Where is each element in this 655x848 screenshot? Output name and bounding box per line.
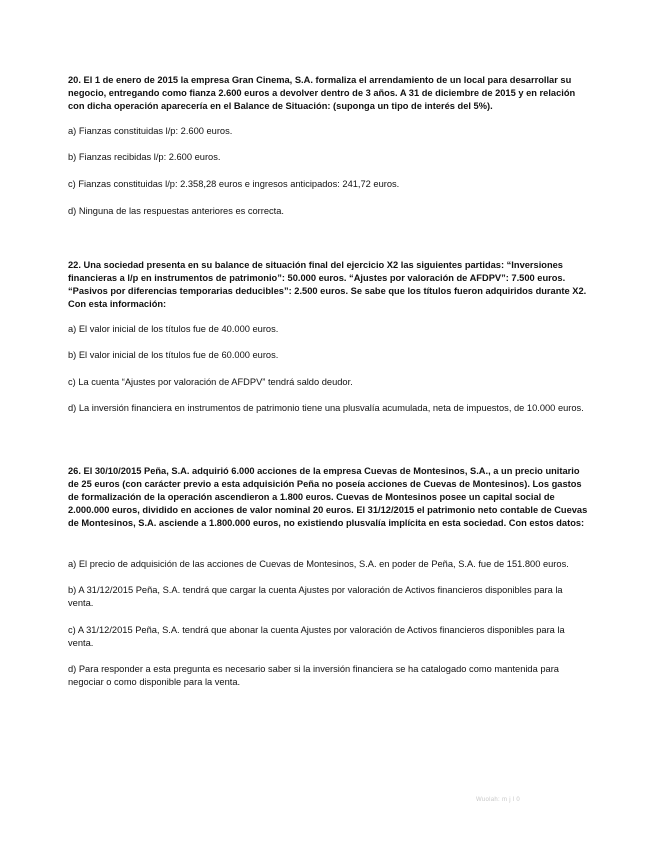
question-26 <box>68 465 590 695</box>
footer-watermark: Wuolah: m j l 0 <box>476 797 521 803</box>
question-20-option-c: c) Fianzas constituidas l/p: 2.358,28 euros e ingresos anticipados: 241,72 euros. <box>68 179 400 189</box>
question-22 <box>68 259 590 434</box>
question-20 <box>68 74 590 224</box>
question-22-option-b: b) El valor inicial de los títulos fue de 60.000 euros. <box>68 350 279 360</box>
question-22-option-a: a) El valor inicial de los títulos fue de 40.000 euros. <box>68 324 279 334</box>
question-20-option-d: d) Ninguna de las respuestas anteriores es correcta. <box>68 206 285 216</box>
question-22-option-d: d) La inversión financiera en instrumentos de patrimonio tiene una plusvalía acumulada, neta de impuestos, de 10.000 euros. <box>68 403 584 413</box>
question-20-option-a: a) Fianzas constituidas l/p: 2.600 euros. <box>68 126 233 136</box>
question-26-option-a: a) El precio de adquisición de las acciones de Cuevas de Montesinos, S.A. en poder de Peña, S.A. fue de 151.800 euros. <box>68 559 569 569</box>
question-26-option-d: d) Para responder a esta pregunta es necesario saber si la inversión financiera se ha catalogado como mantenida para negociar o como disponible para la venta. <box>68 664 559 687</box>
question-20-title: 20. El 1 de enero de 2015 la empresa Gran Cinema, S.A. formaliza el arrendamiento de un local para desarrollar su negocio, entregando como fianza 2.600 euros a devolver dentro de 3 años. A 31 de diciembre de 2015 y en relación con dicha operación aparecería en el Balance de Situación: (suponga un tipo de interés del 5%). <box>68 75 576 111</box>
question-22-title: 22. Una sociedad presenta en su balance de situación final del ejercicio X2 las siguientes partidas: “Inversiones financieras a l/p en instrumentos de patrimonio”: 50.000 euros. “Ajustes por valoración de AFDPV”: 7.500 euros. “Pasivos por diferencias temporarias deducibles”: 2.500 euros. Se sabe que los títulos fueron adquiridos durante X2. Con esta información: <box>68 260 587 309</box>
question-26-title: 26. El 30/10/2015 Peña, S.A. adquirió 6.000 acciones de la empresa Cuevas de Montesinos, S.A., a un precio unitario de 25 euros (con carácter previo a esta adquisición Peña no poseía acciones de Cuevas de Montesinos). Los gastos de formalización de la operación ascendieron a 1.800 euros. Cuevas de Montesinos posee un capital social de 2.000.000 euros, dividido en acciones de valor nominal 20 euros. El 31/12/2015 el patrimonio neto contable de Cuevas de Montesinos, S.A. asciende a 1.800.000 euros, no existiendo plusvalía implícita en esta sociedad. Con estos datos: <box>68 466 588 528</box>
question-22-option-c: c) La cuenta “Ajustes por valoración de AFDPV” tendrá saldo deudor. <box>68 377 353 387</box>
question-26-option-b: b) A 31/12/2015 Peña, S.A. tendrá que cargar la cuenta Ajustes por valoración de Activos financieros disponibles para la venta. <box>68 585 563 608</box>
question-20-option-b: b) Fianzas recibidas l/p: 2.600 euros. <box>68 152 221 162</box>
question-26-option-c: c) A 31/12/2015 Peña, S.A. tendrá que abonar la cuenta Ajustes por valoración de Activos financieros disponibles para la venta. <box>68 625 565 648</box>
